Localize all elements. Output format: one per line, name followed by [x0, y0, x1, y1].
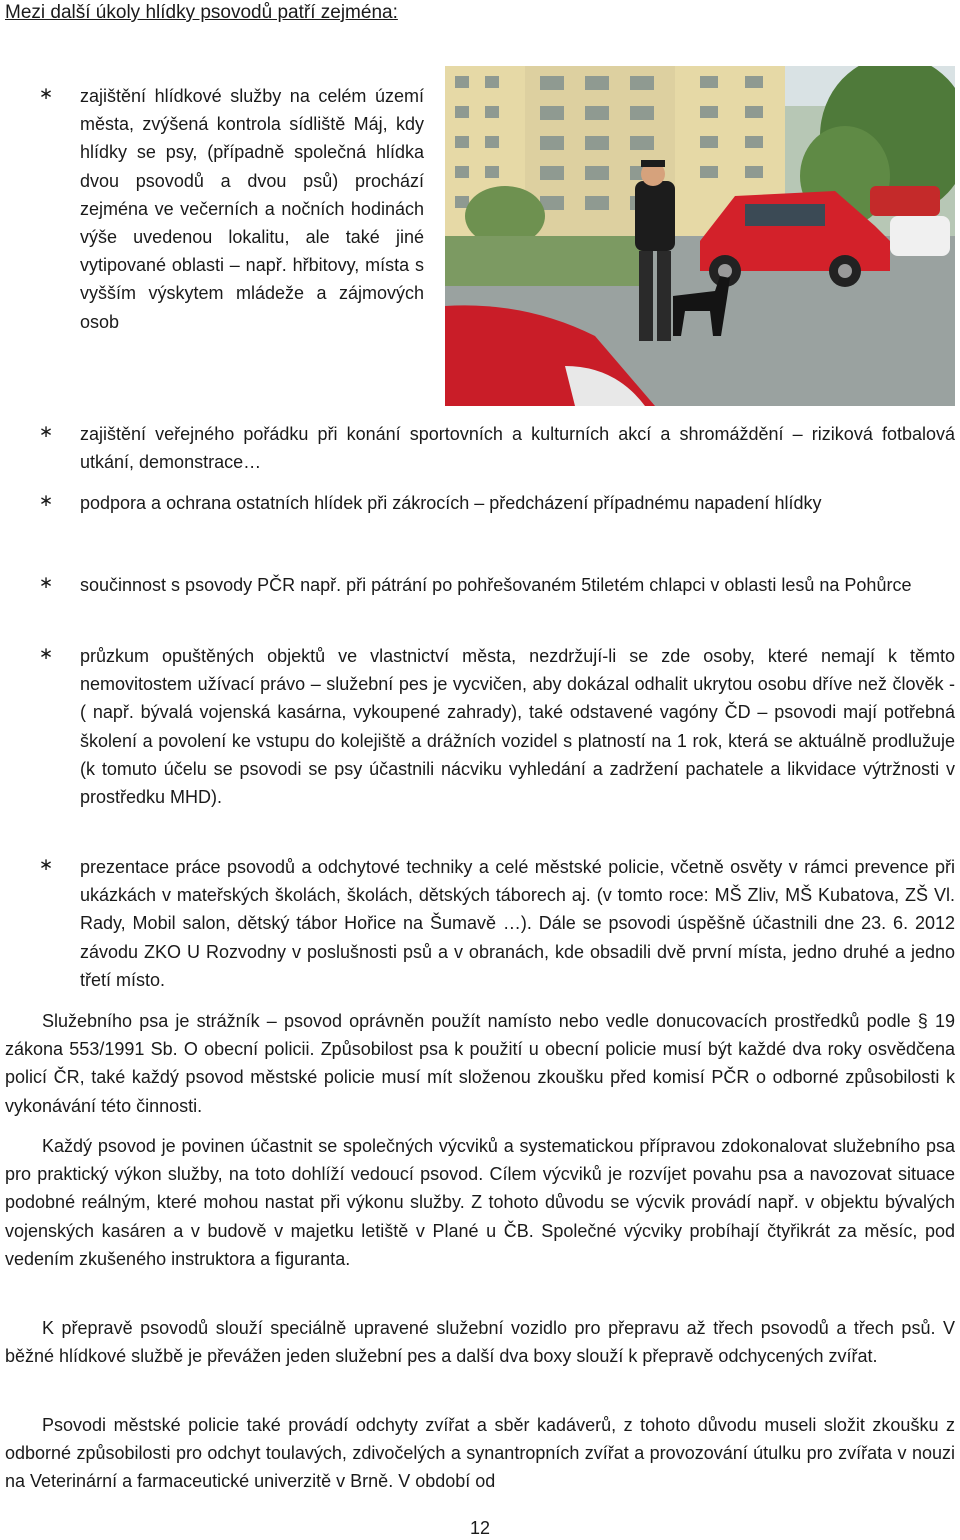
- page-number: 12: [469, 1518, 491, 1538]
- list-item-text: zajištění veřejného pořádku při konání sportovních a kulturních akcí a shromáždění – riziková fotbalová utkání, demonstrace…: [80, 424, 955, 473]
- bullet-star-icon: ∗: [38, 644, 54, 663]
- paragraph: Každý psovod je povinen účastnit se společných výcviků a systematickou přípravou zdokonalovat služebního psa pro praktický výkon služby, na toto dohlíží vedoucí psovod. Cílem výcviků je rozvíjet povahu psa a navozovat situace podobné reálným, které mohou nastat při výkonu služby. Z tohoto důvodu se výcvik provádí např. v objektu bývalých vojenských kasáren a v budově v majetku letiště v Plané u ČB. Společné výcviky probíhají čtyřikrát za měsíc, pod vedením zkušeného instruktora a figuranta.: [5, 1136, 955, 1269]
- list-item-text: podpora a ochrana ostatních hlídek při zákrocích – předcházení případnému napadení hlídky: [80, 493, 822, 513]
- paragraph: Psovodi městské policie také provádí odchyty zvířat a sběr kadáverů, z tohoto důvodu museli složit zkoušku z odborné způsobilosti pro odchyt toulavých, zdivočelých a synantropních zvířat a provozování útulku pro zvířata v nouzi na Veterinární a farmaceutické univerzitě v Brně. V období od: [5, 1415, 955, 1492]
- list-item-text: průzkum opuštěných objektů ve vlastnictví města, nezdržují-li se zde osoby, které nemají k těmto nemovitostem užívací právo – služební pes je vycvičen, aby dokázal odhalit ukrytou osobu dříve než člověk - ( např. bývalá vojenská kasárna, vykoupené zahrady), také odstavené vagóny ČD – psovodi mají potřebná školení a povolení ke vstupu do kolejiště a drážních vozidel s platností na 1 rok, která se aktuálně prodlužuje (k tomuto účelu se psovodi se psy účastnili nácviku vyhledání a zadržení pachatele a likvidace výtržnosti v prostředku MHD).: [80, 646, 955, 808]
- bullet-star-icon: ∗: [38, 422, 54, 441]
- paragraph: Služebního psa je strážník – psovod oprávněn použít namísto nebo vedle donucovacích prostředků podle § 19 zákona 553/1991 Sb. O obecní policii. Způsobilost psa k použití u obecní policie musí být každé dva roky osvědčena policí ČR, také každý psovod městské policie musí mít složenou zkoušku před komisí PČR o odborné způsobilosti k vykonávání této činnosti.: [5, 1011, 955, 1116]
- paragraph: K přepravě psovodů slouží speciálně upravené služební vozidlo pro přepravu až třech psovodů a třech psů. V běžné hlídkové službě je převážen jeden služební pes a další dva boxy slouží k přepravě odchycených zvířat.: [5, 1318, 955, 1367]
- bullet-star-icon: ∗: [38, 855, 54, 874]
- bullet-star-icon: ∗: [38, 491, 54, 510]
- list-item-text: zajištění hlídkové služby na celém území města, zvýšená kontrola sídliště Máj, kdy hlídky se psy, (případně společná hlídka dvou psovodů a dvou psů) prochází zejména ve večerních a nočních hodinách výše uvedenou lokalitu, ale také jiné vytipované oblasti – např. hřbitovy, místa s vyšším výskytem mládeže a zájmových osob: [80, 86, 424, 332]
- bullet-star-icon: ∗: [38, 573, 54, 592]
- list-item-text: prezentace práce psovodů a odchytové techniky a celé městské policie, včetně osvěty v rámci prevence při ukázkách v mateřských školách, školách, dětských táborech aj. (v tomto roce: MŠ Zliv, MŠ Kubatova, ZŠ Vl. Rady, Mobil salon, dětský tábor Hořice na Šumavě …). Dále se psovodi úspěšně účastnili dne 23. 6. 2012 závodu ZKO U Rozvodny v poslušnosti psů a v obranách, kde obsadili dvě první místa, jedno druhé a jedno třetí místo.: [80, 857, 955, 990]
- bullet-star-icon: ∗: [38, 84, 54, 103]
- section-heading: Mezi další úkoly hlídky psovodů patří zejména:: [5, 2, 398, 23]
- list-item-text: součinnost s psovody PČR např. při pátrání po pohřešovaném 5tiletém chlapci v oblasti lesů na Pohůrce: [80, 575, 912, 595]
- patrol-dog-photo: [445, 66, 955, 406]
